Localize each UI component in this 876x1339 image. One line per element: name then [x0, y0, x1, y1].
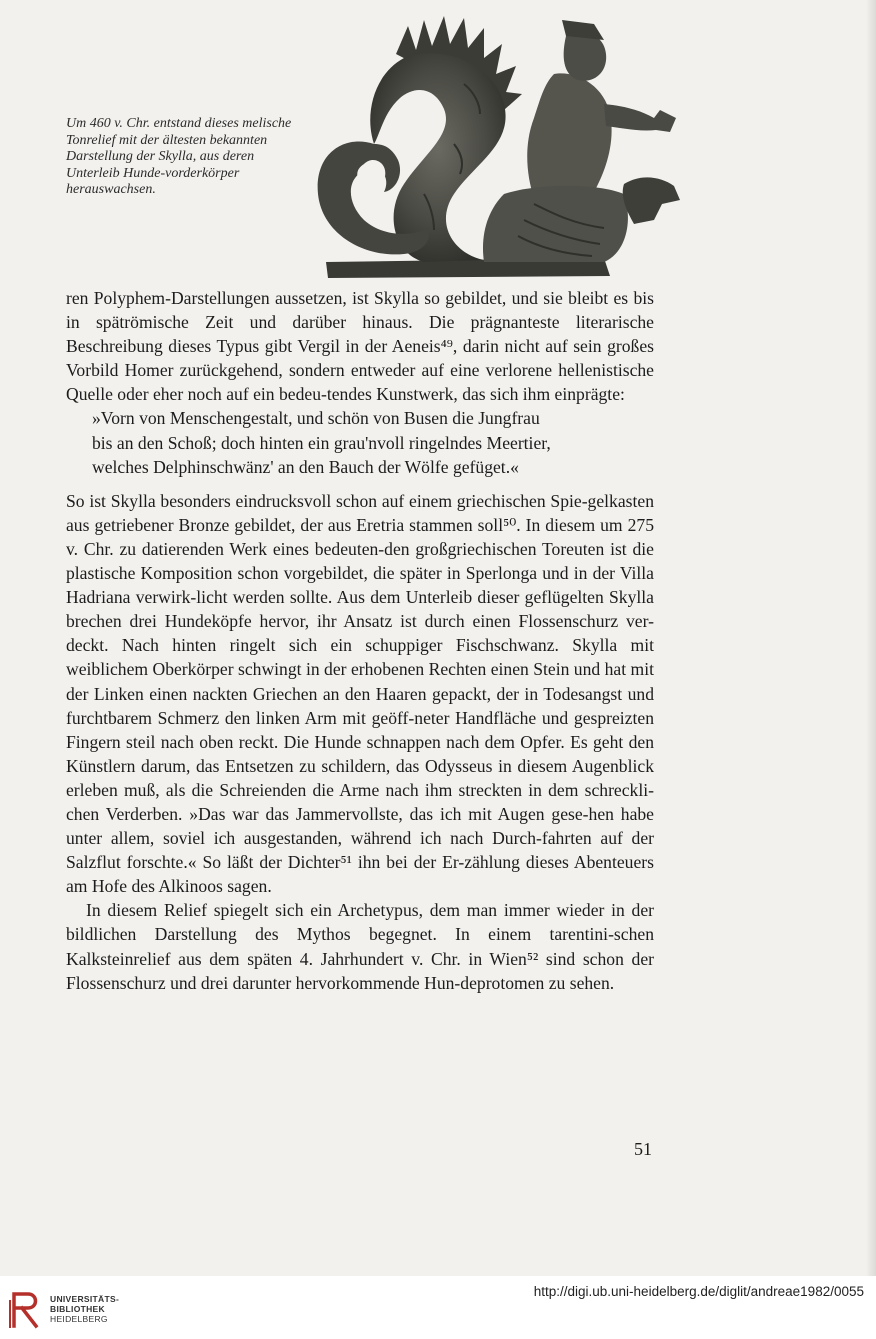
relief-head [564, 33, 607, 81]
logo-line-2: BIBLIOTHEK [50, 1304, 105, 1314]
paragraph-1: ren Polyphem-Darstellungen aussetzen, ist Skylla so gebildet, und sie bleibt es bis in spätrömische Zeit und darüber hinaus. Die prägnanteste literarische Beschreibung dieses Typus gibt Vergil in der Aeneis⁴⁹, darin nicht auf sein großes Vorbild Homer zurückgehend, sondern entweder auf eine verlorene hellenistische Quelle oder eher noch auf ein bedeu-tendes Kunstwerk, das sich ihm einprägte: [66, 288, 654, 405]
page-edge-shadow [866, 0, 876, 1276]
skylla-relief-image [304, 14, 684, 280]
body-text [66, 286, 654, 995]
relief-raised-arm [604, 104, 676, 132]
quote-line-1: »Vorn von Menschengestalt, und schön von Busen die Jungfrau [92, 408, 540, 429]
verse-quote [92, 406, 654, 478]
relief-torso [527, 73, 611, 198]
logo-line-1: UNIVERSITÄTS- [50, 1294, 120, 1304]
paragraph-2: So ist Skylla besonders eindrucksvoll schon auf einem griechischen Spie-gelkasten aus getriebener Bronze gebildet, der aus Eretria stammen soll⁵⁰. In diesem um 275 v. Chr. zu datierenden Werk eines bedeuten-den großgriechischen Toreuten ist die plastische Komposition schon vorgebildet, die später in Sperlonga und in der Villa Hadriana verwirk-licht werden sollte. Aus dem Unterleib dieser geflügelten Skylla brechen drei Hundeköpfe hervor, ihr Ansatz ist durch einen Flossenschurz ver-deckt. Nach hinten ringelt sich ein schuppiger Fischschwanz. Skylla mit weiblichem Oberkörper schwingt in der erhobenen Rechten einen Stein und hat mit der Linken einen nackten Griechen an den Haaren gepackt, der in Todesangst und furchtbarem Schmerz den linken Arm mit geöff-neter Handfläche und gespreizten Fingern steil nach oben reckt. Die Hunde schnappen nach dem Opfer. Es geht den Künstlern darum, das Entsetzen zu schildern, das Odysseus in diesem Augenblick erleben muß, als die Schreienden die Arme nach ihm streckten in dem schreckli-chen Verderben. »Das war das Jammervollste, das ich mit Augen gese-hen habe unter allem, soviel ich ausgestanden, während ich nach Durch-fahrten auf der Salzflut forschte.« So läßt der Dichter⁵¹ ihn bei der Er-zählung dieses Abenteuers am Hofe des Alkinoos sagen. [66, 490, 654, 897]
relief-dog-head [623, 177, 680, 224]
source-url-link[interactable]: http://digi.ub.uni-heidelberg.de/diglit/andreae1982/0055 [533, 1284, 864, 1299]
library-logo-icon [8, 1290, 42, 1330]
logo-line-3: HEIDELBERG [50, 1314, 108, 1324]
library-footer [0, 1276, 876, 1339]
paragraph-3: In diesem Relief spiegelt sich ein Archetypus, dem man immer wieder in der bildlichen Darstellung des Mythos begegnet. In einem tarentini-schen Kalksteinrelief aus dem späten 4. Jahrhundert v. Chr. in Wien⁵² sind schon der Flossenschurz und drei darunter hervorkommende Hun-deprotomen zu sehen. [66, 900, 654, 993]
quote-line-2: bis an den Schoß; doch hinten ein grau'nvoll ringelndes Meertier, [92, 432, 551, 453]
library-logo-text [50, 1294, 119, 1324]
page-number: 51 [634, 1139, 652, 1159]
quote-line-3: welches Delphinschwänz' an den Bauch der Wölfe gefüget.« [92, 456, 519, 477]
figure-caption: Um 460 v. Chr. entstand dieses melische Tonrelief mit der ältesten bekannten Darstellung der Skylla, aus deren Unterleib Hunde-vorderkörper herauswachsen. [66, 116, 292, 198]
